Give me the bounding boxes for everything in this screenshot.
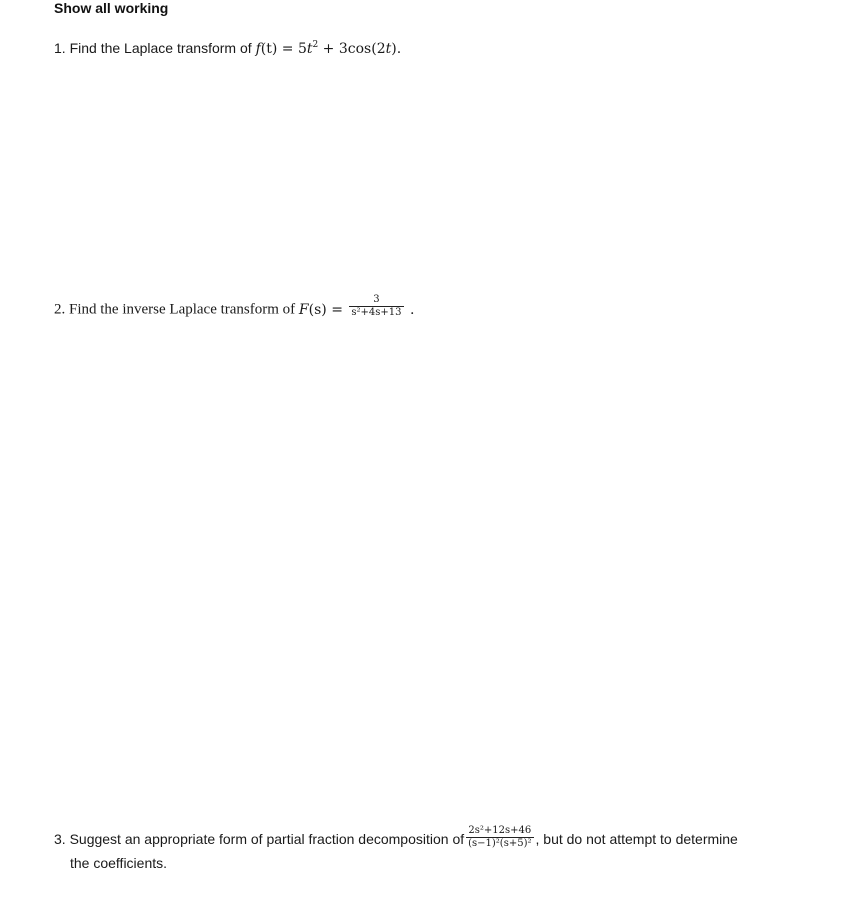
question-3 — [54, 825, 738, 853]
q2-fraction — [349, 294, 403, 319]
q1-end: ). — [391, 41, 402, 57]
q2-func: F — [298, 301, 309, 318]
q2-denominator: s²+4s+13 — [351, 307, 402, 318]
question-2-text: 2. Find the inverse Laplace transform of — [54, 301, 299, 318]
q1-func: f — [255, 41, 261, 57]
question-2-expression — [298, 294, 415, 318]
q1-rest: + 3cos(2 — [318, 41, 386, 57]
question-3-text: 3. Suggest an appropriate form of partial fraction decomposition of — [54, 831, 465, 848]
q1-t1: t — [306, 41, 313, 57]
question-1-expression — [256, 41, 402, 57]
q1-equals: = 5 — [277, 41, 307, 57]
q3-numerator: 2s²+12s+46 — [466, 825, 533, 838]
q3-denominator: (s−1)²(s+5)² — [468, 838, 532, 849]
question-2 — [54, 294, 415, 322]
question-3-continuation: the coefficients. — [70, 855, 168, 871]
q2-end: . — [405, 301, 415, 318]
q1-arg: (t) — [260, 41, 278, 57]
q1-exponent: 2 — [312, 40, 319, 50]
q3-fraction — [466, 825, 533, 850]
heading-show-all-working: Show all working — [54, 0, 169, 16]
q1-t2: t — [385, 41, 392, 57]
q2-arg: (s) — [308, 301, 327, 318]
question-3-suffix: , but do not attempt to determine — [535, 831, 738, 848]
q2-equals: = — [326, 301, 348, 318]
question-1 — [54, 39, 401, 58]
question-1-text: 1. Find the Laplace transform of — [54, 40, 256, 56]
q2-numerator: 3 — [349, 294, 403, 307]
